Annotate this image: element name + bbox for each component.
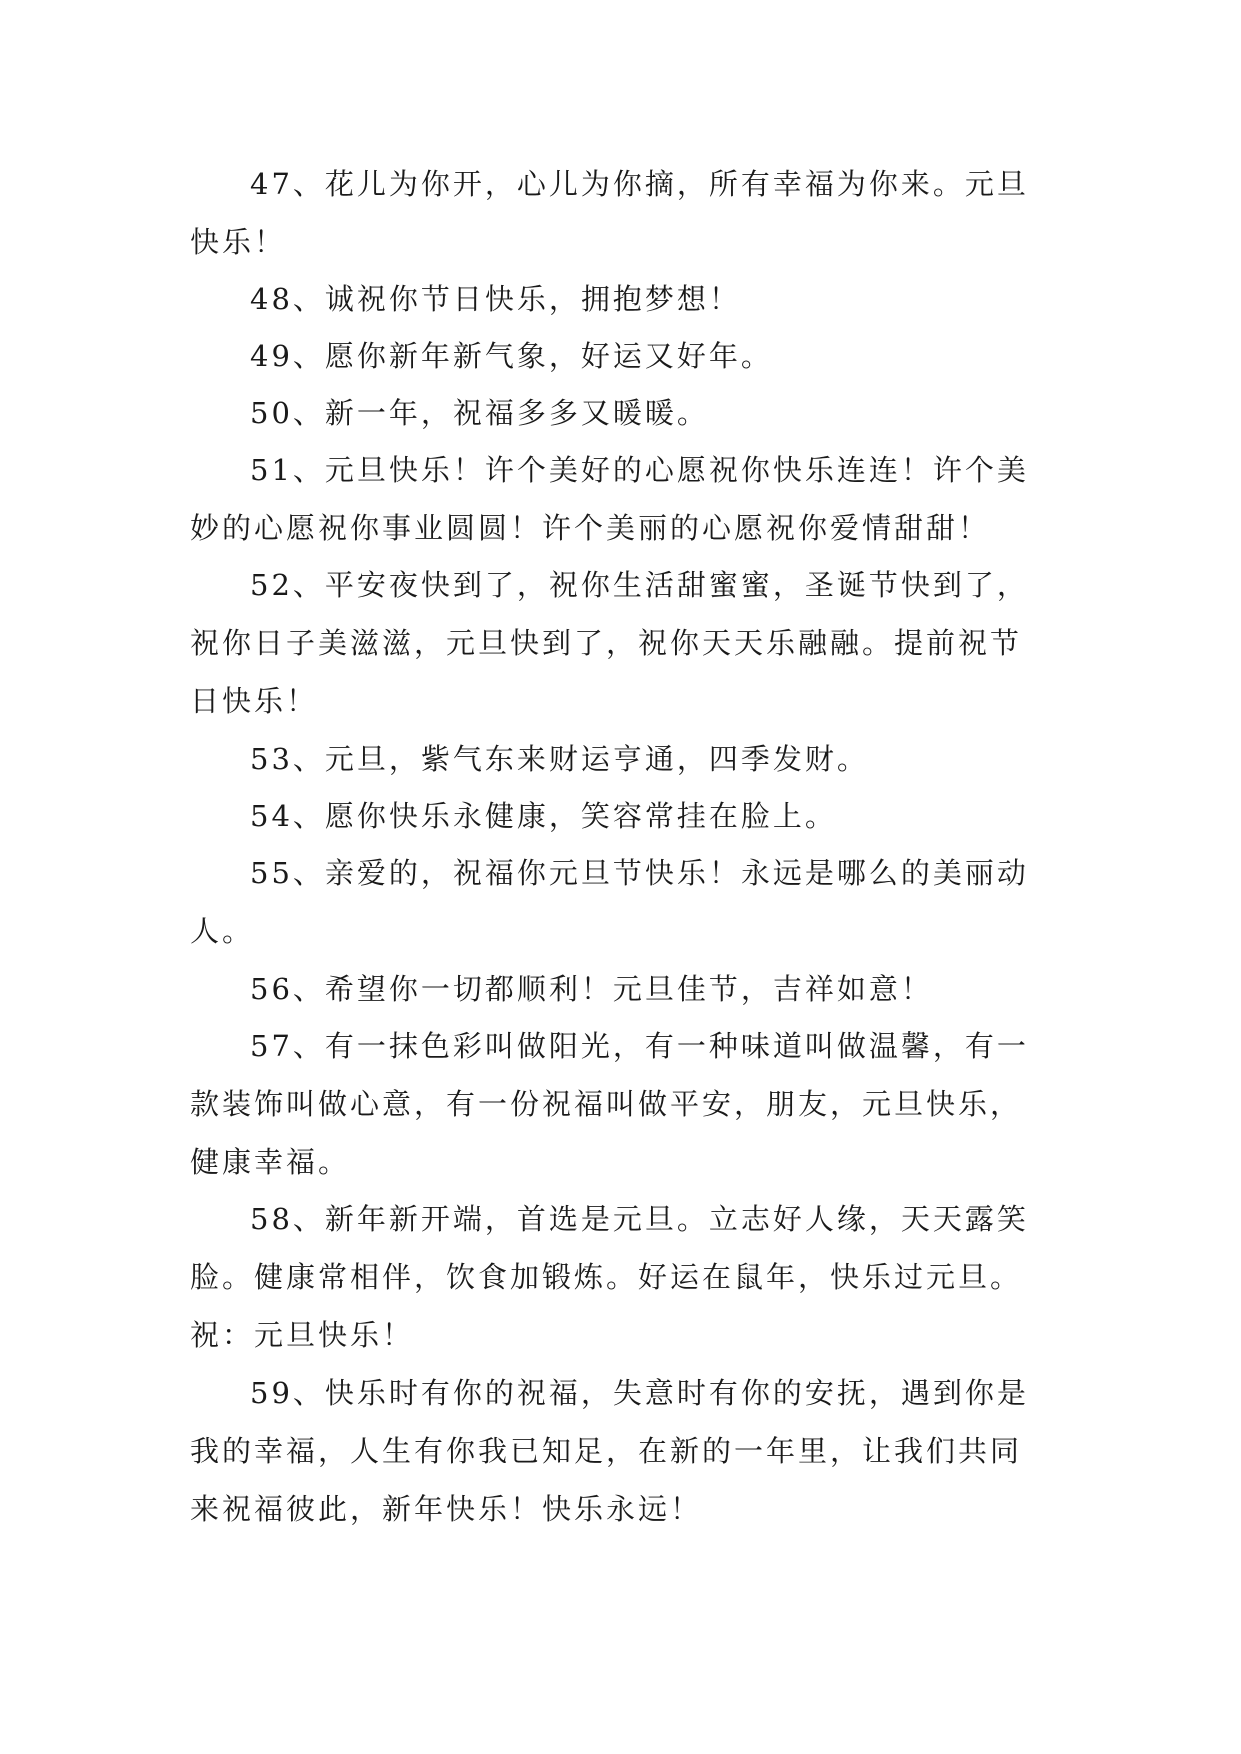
- paragraph-57: [190, 1017, 1070, 1191]
- paragraph-line: 48、诚祝你节日快乐，拥抱梦想！: [250, 282, 741, 316]
- paragraph-52: [190, 556, 1070, 730]
- paragraph-51: [190, 441, 1070, 557]
- paragraph-line: 52、平安夜快到了，祝你生活甜蜜蜜，圣诞节快到了，: [250, 568, 1029, 602]
- paragraph-line: 50、新一年，祝福多多又暖暖。: [250, 396, 709, 430]
- paragraph-53: [190, 730, 1070, 788]
- paragraph-line: 来祝福彼此，新年快乐！快乐永远！: [190, 1492, 703, 1526]
- paragraph-line: 日快乐！: [190, 684, 319, 718]
- paragraph-49: [190, 327, 1070, 385]
- paragraph-59: [190, 1364, 1070, 1538]
- paragraph-line: 51、元旦快乐！许个美好的心愿祝你快乐连连！许个美: [250, 453, 1029, 487]
- paragraph-line: 健康幸福。: [190, 1145, 351, 1179]
- paragraph-47: [190, 155, 1070, 271]
- paragraph-line: 快乐！: [190, 225, 287, 259]
- paragraph-line: 57、有一抹色彩叫做阳光，有一种味道叫做温馨，有一: [250, 1029, 1029, 1063]
- paragraph-56: [190, 960, 1070, 1018]
- paragraph-line: 款装饰叫做心意，有一份祝福叫做平安，朋友，元旦快乐，: [190, 1087, 1023, 1121]
- paragraph-line: 47、花儿为你开，心儿为你摘，所有幸福为你来。元旦: [250, 167, 1029, 201]
- paragraph-55: [190, 844, 1070, 960]
- paragraph-54: [190, 787, 1070, 845]
- paragraph-line: 59、快乐时有你的祝福，失意时有你的安抚，遇到你是: [250, 1376, 1029, 1410]
- paragraph-line: 脸。健康常相伴，饮食加锻炼。好运在鼠年，快乐过元旦。: [190, 1260, 1023, 1294]
- paragraph-line: 祝：元旦快乐！: [190, 1318, 415, 1352]
- paragraph-58: [190, 1190, 1070, 1364]
- paragraph-50: [190, 384, 1070, 442]
- paragraph-line: 56、希望你一切都顺利！元旦佳节，吉祥如意！: [250, 972, 933, 1006]
- paragraph-line: 53、元旦，紫气东来财运亨通，四季发财。: [250, 742, 869, 776]
- paragraph-48: [190, 270, 1070, 328]
- paragraph-line: 我的幸福，人生有你我已知足，在新的一年里，让我们共同: [190, 1434, 1023, 1468]
- paragraph-line: 祝你日子美滋滋，元旦快到了，祝你天天乐融融。提前祝节: [190, 626, 1023, 660]
- paragraph-line: 49、愿你新年新气象，好运又好年。: [250, 339, 773, 373]
- paragraph-line: 人。: [190, 914, 255, 948]
- paragraph-line: 妙的心愿祝你事业圆圆！许个美丽的心愿祝你爱情甜甜！: [190, 511, 991, 545]
- paragraph-line: 54、愿你快乐永健康，笑容常挂在脸上。: [250, 799, 837, 833]
- paragraph-line: 58、新年新开端，首选是元旦。立志好人缘，天天露笑: [250, 1202, 1029, 1236]
- paragraph-line: 55、亲爱的，祝福你元旦节快乐！永远是哪么的美丽动: [250, 856, 1029, 890]
